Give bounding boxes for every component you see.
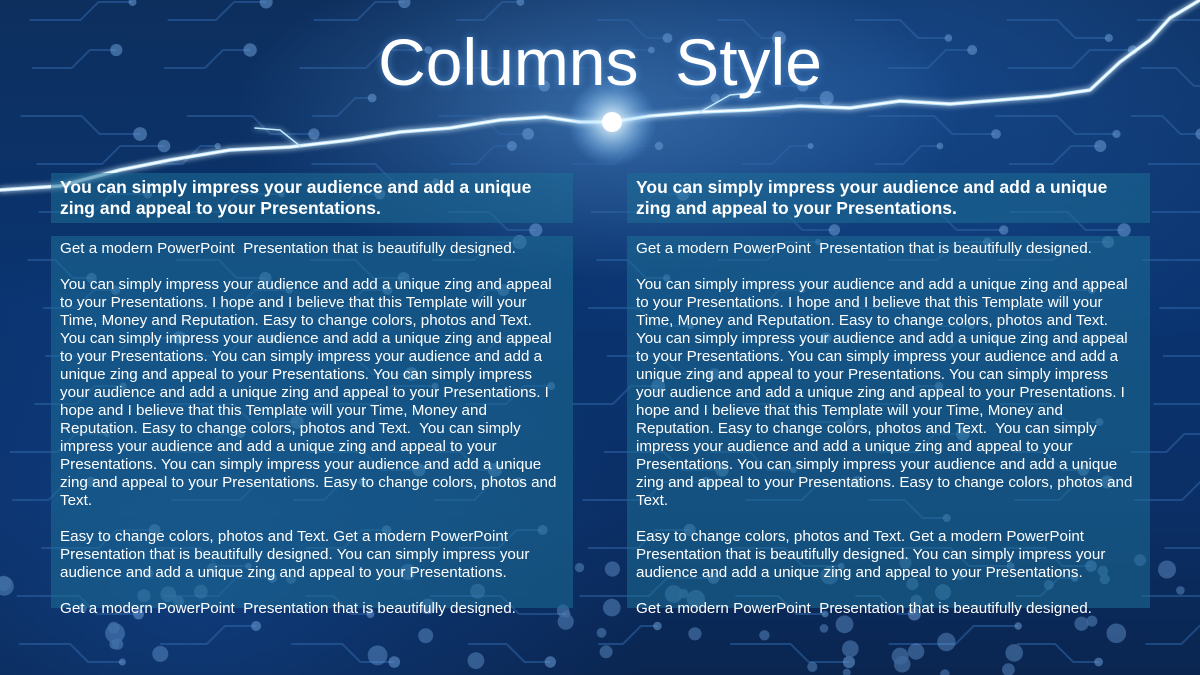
left-body-paragraph-2: You can simply impress your audience and add a unique zing and appeal to your Presentations. I hope and I believe that this Template will your Time, Money and Reputation. Easy to change colors, photos and Text. You can simply impress your audience and add a unique zing and appeal to your Presentations. You can simply impress your audience and add a unique zing and appeal to your Presentations. You can simply impress your audience and add a unique zing and appeal to your Presentations. I hope and I believe that this Template will your Time, Money and Reputation. Easy to change colors, photos and Text. You can simply impress your audience and add a unique zing and appeal to your Presentations. You can simply impress your audience and add a unique zing and appeal to your Presentations. Easy to change colors, photos and Text. bbox=[60, 276, 561, 509]
right-body-paragraph-2: You can simply impress your audience and add a unique zing and appeal to your Presentations. I hope and I believe that this Template will your Time, Money and Reputation. Easy to change colors, photos and Text. You can simply impress your audience and add a unique zing and appeal to your Presentations. You can simply impress your audience and add a unique zing and appeal to your Presentations. You can simply impress your audience and add a unique zing and appeal to your Presentations. I hope and I believe that this Template will your Time, Money and Reputation. Easy to change colors, photos and Text. You can simply impress your audience and add a unique zing and appeal to your Presentations. You can simply impress your audience and add a unique zing and appeal to your Presentations. Easy to change colors, photos and Text. bbox=[636, 276, 1137, 509]
right-column-body bbox=[627, 236, 1150, 617]
left-column-body bbox=[51, 236, 573, 617]
right-body-paragraph-4: Get a modern PowerPoint Presentation that is beautifully designed. bbox=[636, 600, 1092, 617]
right-body-paragraph-1: Get a modern PowerPoint Presentation that is beautifully designed. bbox=[636, 240, 1092, 257]
left-body-paragraph-1: Get a modern PowerPoint Presentation that is beautifully designed. bbox=[60, 240, 516, 257]
right-body-paragraph-3: Easy to change colors, photos and Text. Get a modern PowerPoint Presentation that is beautifully designed. You can simply impress your audience and add a unique zing and appeal to your Presentations. bbox=[636, 528, 1110, 581]
left-body-paragraph-3: Easy to change colors, photos and Text. Get a modern PowerPoint Presentation that is beautifully designed. You can simply impress your audience and add a unique zing and appeal to your Presentations. bbox=[60, 528, 534, 581]
right-column-heading: You can simply impress your audience and add a unique zing and appeal to your Presentations. bbox=[627, 173, 1150, 223]
left-body-paragraph-4: Get a modern PowerPoint Presentation that is beautifully designed. bbox=[60, 600, 516, 617]
slide-title: Columns Style bbox=[378, 25, 822, 99]
left-column-heading: You can simply impress your audience and add a unique zing and appeal to your Presentations. bbox=[51, 173, 573, 223]
